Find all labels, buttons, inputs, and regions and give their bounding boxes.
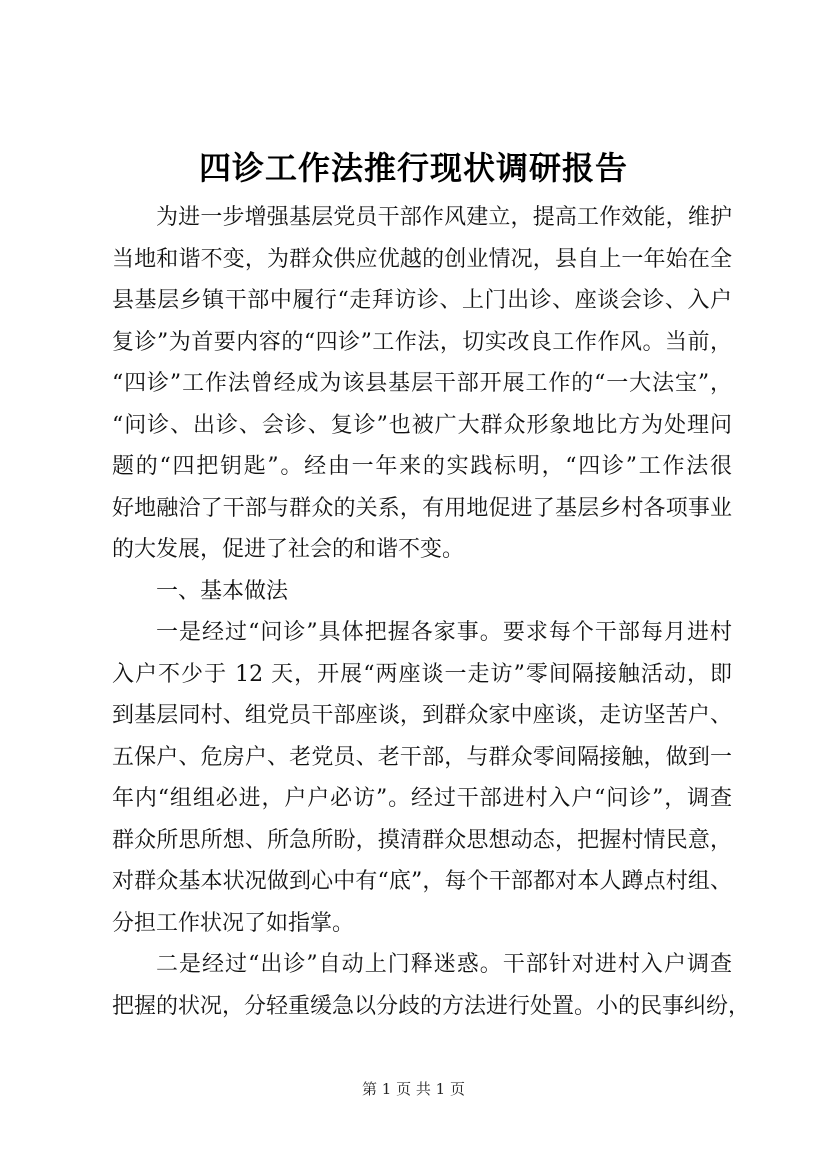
paragraph-line: 五保户、危房户、老党员、老干部，与群众零间隔接触，做到一 (112, 744, 732, 770)
paragraph-line: “四诊”工作法曾经成为该县基层干部开展工作的“一大法宝”， (112, 371, 732, 396)
page-footer: 第 1 页 共 1 页 (362, 1080, 465, 1098)
paragraph-line: 对群众基本状况做到心中有“底”，每个干部都对本人蹲点村组、 (112, 869, 732, 894)
paragraph-line: 当地和谐不变，为群众供应优越的创业情况，县自上一年始在全 (112, 246, 732, 272)
paragraph-line: 复诊”为首要内容的“四诊”工作法，切实改良工作作风。当前， (112, 329, 732, 355)
paragraph-line: 入户不少于 12 天，开展“两座谈一走访”零间隔接触活动，即 (112, 661, 732, 687)
paragraph-line: 题的“四把钥匙”。经由一年来的实践标明，“四诊”工作法很 (112, 454, 732, 479)
paragraph-line: 群众所思所想、所急所盼，摸清群众思想动态，把握村情民意， (112, 827, 732, 853)
section-heading: 一、基本做法 (156, 578, 289, 604)
paragraph-line: 县基层乡镇干部中履行“走拜访诊、上门出诊、座谈会诊、入户 (112, 288, 732, 313)
paragraph-line: 为进一步增强基层党员干部作风建立，提高工作效能，维护 (156, 205, 732, 230)
paragraph-line: 把握的状况，分轻重缓急以分歧的方法进行处置。小的民事纠纷， (112, 993, 751, 1019)
paragraph-line: 分担工作状况了如指掌。 (112, 910, 355, 936)
paragraph-line: 的大发展，促进了社会的和谐不变。 (112, 537, 465, 562)
document-body (112, 197, 751, 1027)
paragraph-line: 到基层同村、组党员干部座谈，到群众家中座谈，走访坚苦户、 (112, 703, 732, 728)
paragraph-line: “问诊、出诊、会诊、复诊”也被广大群众形象地比方为处理问 (112, 412, 732, 438)
paragraph-line: 年内“组组必进，户户必访”。经过干部进村入户“问诊”，调查 (112, 786, 732, 811)
paragraph-line: 二是经过“出诊”自动上门释迷惑。干部针对进村入户调查 (156, 952, 732, 977)
paragraph-line: 一是经过“问诊”具体把握各家事。要求每个干部每月进村 (156, 620, 732, 645)
document-title: 四诊工作法推行现状调研报告 (198, 149, 628, 187)
paragraph-line: 好地融洽了干部与群众的关系，有用地促进了基层乡村各项事业 (112, 495, 732, 521)
